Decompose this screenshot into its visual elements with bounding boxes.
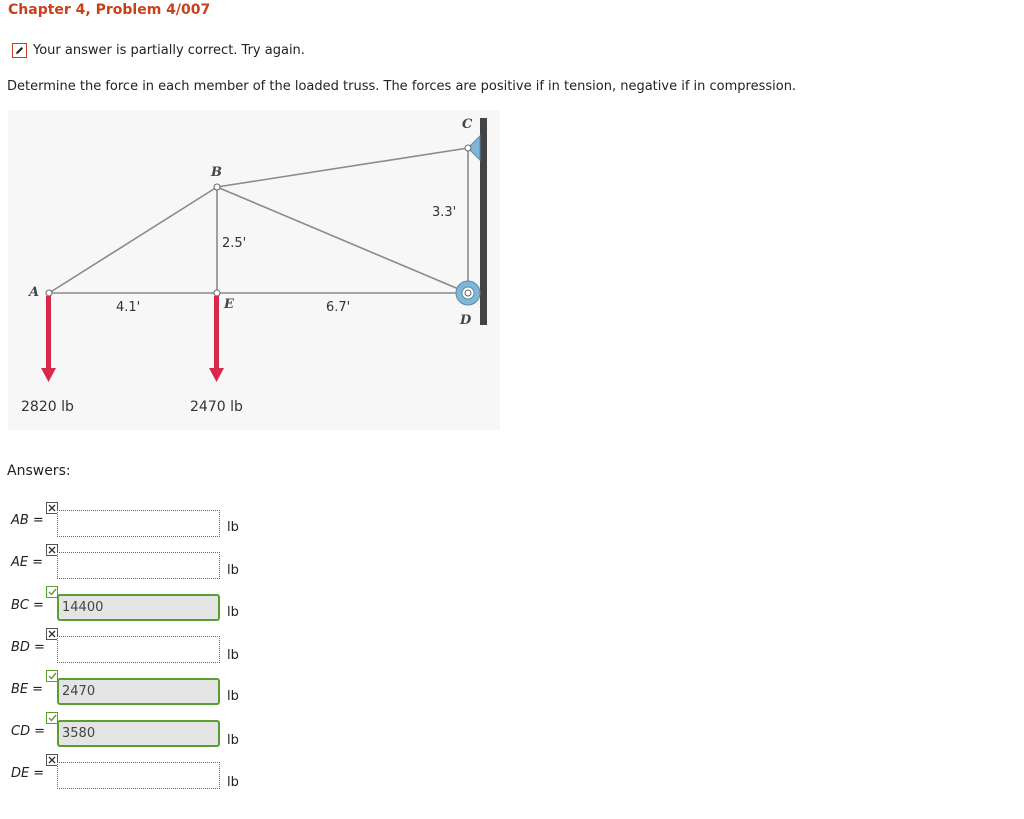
unit-label: lb (227, 520, 239, 535)
unit-label: lb (227, 605, 239, 620)
dim-be: 2.5' (222, 236, 247, 251)
answer-input-bd[interactable] (57, 636, 220, 663)
answer-input-bc[interactable]: 14400 (57, 594, 220, 621)
unit-label: lb (227, 689, 239, 704)
edit-icon (12, 43, 27, 58)
pin-d (465, 290, 471, 296)
answer-row-be (0, 669, 300, 711)
answer-row-de (0, 753, 300, 795)
equals-sign: = (33, 766, 45, 781)
equals-sign: = (34, 724, 45, 739)
equals-sign: = (32, 682, 44, 697)
member-label: CD (11, 724, 31, 739)
node-label-a: A (29, 285, 40, 300)
pin-a (46, 290, 52, 296)
load-label-a: 2820 lb (21, 399, 74, 415)
member-label: AB (11, 513, 29, 528)
answer-input-cd[interactable]: 3580 (57, 720, 220, 747)
unit-label: lb (227, 563, 239, 578)
status-text: Your answer is partially correct. Try again. (33, 42, 305, 58)
pin-c (465, 145, 471, 151)
unit-label: lb (227, 733, 239, 748)
member-bc (217, 148, 468, 187)
answers-heading: Answers: (7, 463, 71, 479)
dim-ed: 6.7' (326, 300, 351, 315)
answer-row-ae (0, 543, 300, 585)
answer-row-ab (0, 500, 300, 542)
wall (480, 118, 487, 325)
answer-input-ae[interactable] (57, 552, 220, 579)
member-label: BC (11, 598, 29, 613)
node-label-e: E (224, 297, 234, 312)
member-label: AE (11, 555, 29, 570)
problem-title: Chapter 4, Problem 4/007 (8, 2, 211, 18)
member-ab (49, 187, 217, 293)
load-label-e: 2470 lb (190, 399, 243, 415)
answer-input-ab[interactable] (57, 510, 220, 537)
node-label-d: D (460, 313, 472, 328)
answer-row-bc (0, 585, 300, 627)
truss-drawing (8, 110, 500, 430)
dim-cd: 3.3' (432, 205, 457, 220)
truss-figure (8, 110, 500, 430)
pin-b (214, 184, 220, 190)
answer-input-de[interactable] (57, 762, 220, 789)
pin-e (214, 290, 220, 296)
dim-ae: 4.1' (116, 300, 141, 315)
member-label: DE (11, 766, 30, 781)
equals-sign: = (33, 598, 44, 613)
member-bd (217, 187, 468, 293)
answer-row-bd (0, 627, 300, 669)
question-text: Determine the force in each member of the loaded truss. The forces are positive if in tension, negative if in compression. (7, 79, 797, 94)
load-arrow-a (41, 296, 56, 382)
answer-row-cd (0, 711, 300, 753)
answer-input-be[interactable]: 2470 (57, 678, 220, 705)
load-arrow-e (209, 296, 224, 382)
unit-label: lb (227, 648, 239, 663)
equals-sign: = (32, 513, 44, 528)
node-label-c: C (462, 117, 473, 132)
equals-sign: = (32, 555, 44, 570)
status-message (12, 40, 305, 60)
equals-sign: = (33, 640, 45, 655)
unit-label: lb (227, 775, 239, 790)
node-label-b: B (211, 165, 222, 180)
member-label: BD (11, 640, 30, 655)
member-label: BE (11, 682, 29, 697)
